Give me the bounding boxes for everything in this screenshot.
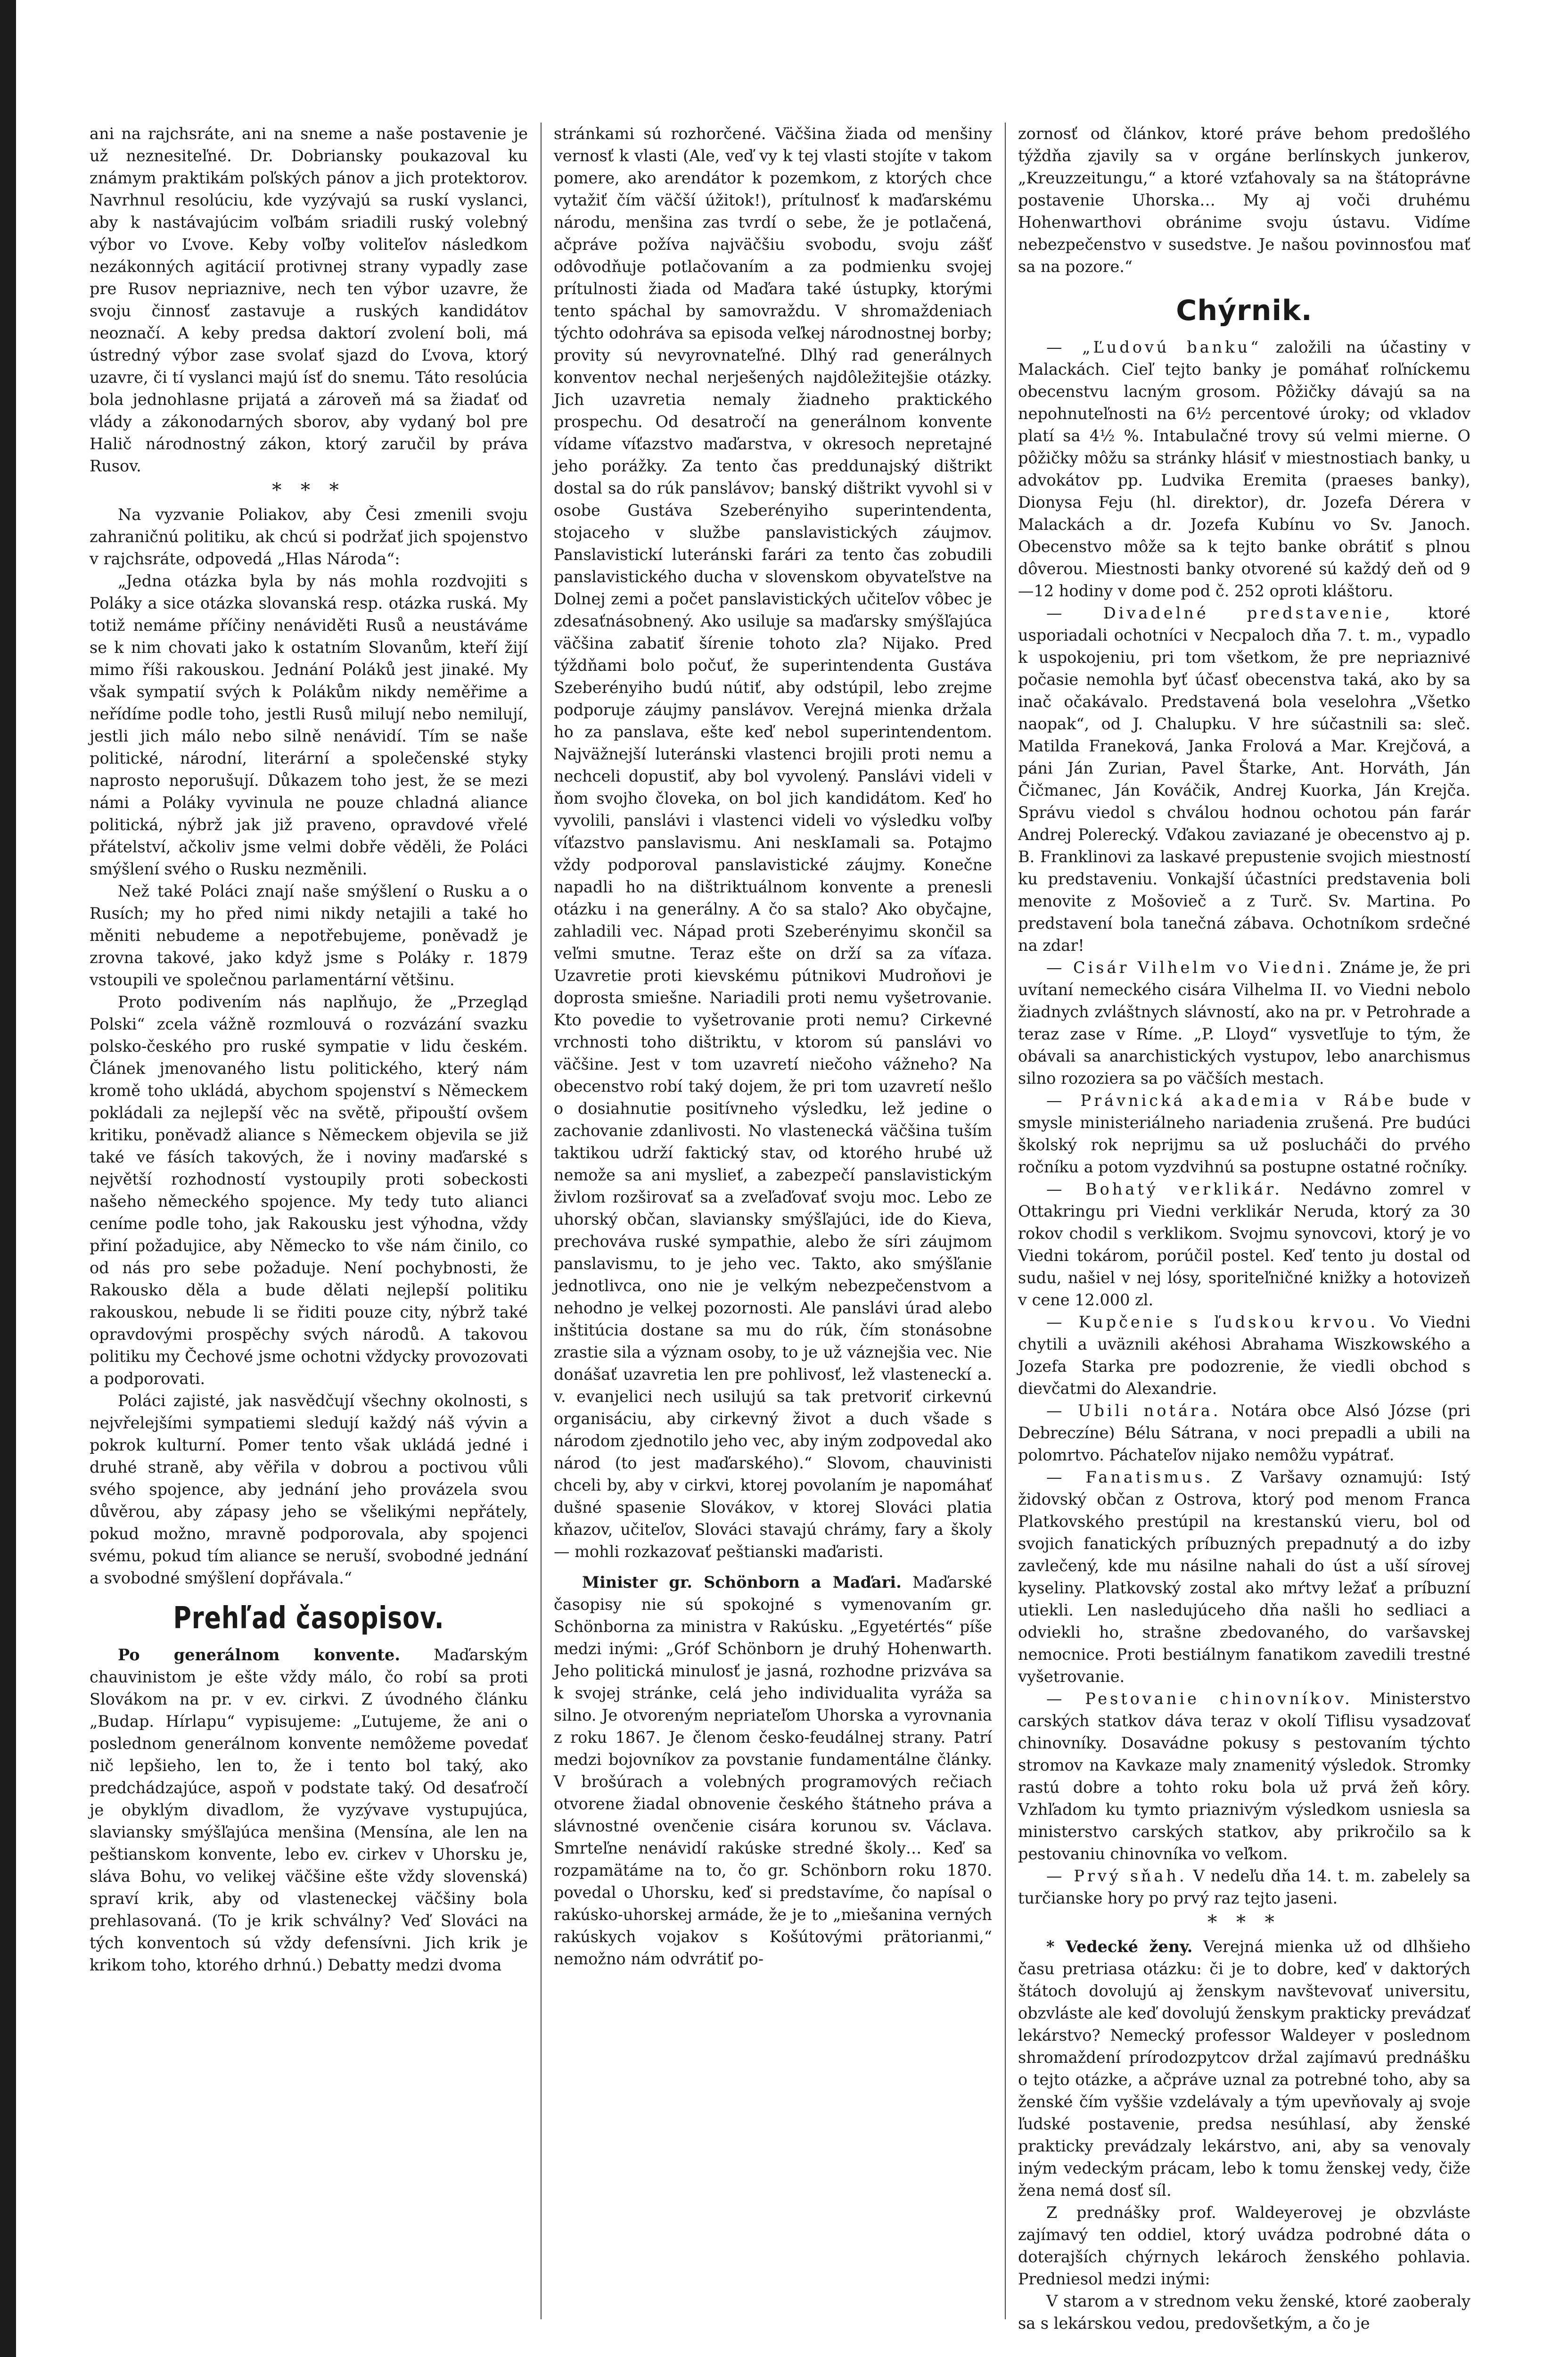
newspaper-page xyxy=(90,123,1480,2332)
news-item-text: Notára obce Alsó Józse (pri Debreczíne) Bélu Sátrana, v noci prepadli a ubili na polomrtvo. Páchateľov nijako nemôžu vypátrať. xyxy=(1018,1401,1470,1464)
paragraph-lead: Po generálnom konvente. xyxy=(118,1646,400,1664)
paragraph: stránkami sú rozhorčené. Väčšina žiada od menšiny vernosť k vlasti (Ale, veď vy k tej vlasti stojíte v takom pomere, ako arendátor k pozemkom, z ktorých chce vytažiť čím väčší úžitok!), prítulnosť k maďarskému národu, menšina zas tvrdí o sebe, že je potlačená, ačpráve požíva najväčšiu svobodu, svoju zášť odôvodňuje potlačovaním a za podmienku svojej prítulnosti žiada od Maďara také ústupky, ktorými tento spáchal by samovraždu. V shromaždeniach týchto odohráva sa episoda veľkej národnostnej borby; provity sú nevyrovnateľné. Dlhý rad generálnych konventov nechal nerješených najdôležitejšie otázky. Jich uzavretia nemaly žiadneho praktického prospechu. Od desatročí na generálnom konvente vídame víťazstvo maďarstva, v okresoch nepretajné jeho porážky. Za tento čas preddunajský dištrikt dostal sa do rúk panslávov; banský dištrikt vyvohl si v osobe Gustáva Szeberényiho superintendenta, stojaceho v službe panslavistických záujmov. Panslavistickí luteránski farári za tento čas zobudili panslavistického ducha v slovenskom obyvateľstve na Dolnej zemi a počet panslavistických učiteľov vôbec je zdesaťnásobnený. Ako usiluje sa maďarsky smýšľajúca väčšina zabatiť šírenie tohoto zla? Nijako. Pred týždňami bolo počuť, že superintendenta Gustáva Szeberényiho budú nútiť, aby odstúpil, lebo zrejme podporuje záujmy panslávov. Verejná mienka držala ho za panslava, ešte keď nebol superintendentom. Najväžnejší luteránski vlastenci brojili proti nemu a nechceli dopustiť, aby bol vyvolený. Panslávi videli v ňom svojho človeka, on bol jich kandidátom. Keď ho vyvolili, panslávi i vlastenci videli vo výsledku voľby víťazstvo panslavismu. Ani neskIamali sa. Potajmo vždy podporoval panslavistické záujmy. Konečne napadli ho na dištriktuálnom konvente a prenesli otázku i na generálny. A čo sa stalo? Ako obyčajne, zahladili vec. Nápad proti Szeberényimu skončil sa veľmi smutne. Teraz ešte on drží sa za víťaza. Uzavretie proti kievskému pútnikovi Mudroňovi je doprosta smiešne. Nariadili proti nemu vyšetrovanie. Kto povedie to vyšetrovanie proti nemu? Cirkevné vrchnosti toho dištriktu, v ktorom sú panslávi vo väčšine. Jest v tom uzavretí niečoho vážneho? Na obecenstvo robí taký dojem, že pri tom uzavretí nešlo o dosiahnutie positívneho výsledku, lež jedine o zachovanie zdanlivosti. No vlastenecká väčšina tuším taktikou udrží faktický stav, od ktorého hrubé už nemože sa ani myslieť, a zabezpečí panslavistickým živlom rozširovať sa a zveľaďovať svoju moc. Lebo ze uhorský občan, slaviansky smýšľajúci, ide do Kieva, prechováva ruské sympathie, alebo že síri záujmom panslavismu, to je jeho vec. Takto, ako smýšľanie jednotlivca, ono nie je velkým nebezpečenstvom a nehodno je velkej pozornosti. Ale panslávi úrad alebo inštitúcia dostane sa mu do rúk, čím stonásobne zrastie sila a význam osoby, to je už váznejšia vec. Nie donášať uzavretia len pre pohlivosť, lež vlasteneckí a. v. evanjelici nech usilujú sa tak pretvoriť cirkevnú organisáciu, aby cirkevný život a duch všade s národom zjednotilo jeho vec, aby iným zodpovedal ako národ (to jest maďarského).“ Slovom, chauvinisti chceli by, aby v cirkvi, ktorej povolaním je napomáhať dušné spasenie Slovákov, v ktorej Slováci platia kňazov, učiteľov, Slováci stavajú chrámy, fary a školy — mohli rozkazovať peštianski maďaristi. xyxy=(554,124,992,1561)
scan-edge xyxy=(0,0,16,2357)
news-item xyxy=(1018,1311,1470,1400)
section-separator: * * * xyxy=(1207,1912,1281,1933)
news-item xyxy=(1018,956,1470,1089)
paragraph: Proto podivením nás naplňujo, že „Przegląd Polski“ zcela vážně rozmlouvá o rozvázání svazku polsko-českého pro ruské sympatie v lidu českém. Článek jmenovaného listu politického, který nám kromě toho ukládá, abychom spojenství s Německem pokládali za nejlepší věc na světě, připouští ovšem kritiku, poněvadž aliance s Německem objevila se již také ve fásích takových, že i noviny maďarské s největší rozhodností vystoupily proti sobeckosti našeho německého spojence. My tedy tuto alianci ceníme podle toho, jak Rakousku jest výhodna, vždy přiní požadujice, aby Německo to vše nám činilo, co od nás pro sebe požaduje. Není pochybnosti, že Rakousko děla a bude dělati nejlepší politiku rakouskou, nebude li se řiditi pouze city, nýbrž také opravdovými prospěchy svých národů. A takovou politiku my Čechové jsme ochotni vždycky provozovati a podporovati. xyxy=(90,993,528,1388)
news-item-text: Z Varšavy oznamujú: Istý židovský občan z Ostrova, ktorý pod menom Franca Platkovského prestúpil na krestanskú vieru, bol od svojich fanatických príbuzných prepadnutý a do izby zavlečený, kde mu násilne nahali do úst a uší sírovej kyseliny. Platkovský zostal ako mŕtvy ležať a príbuzní utiekli. Len nasledujúceho dňa našli ho sedliaci a odviekli ho, strašne zbedovaného, do varšavskej nemocnice. Proti bestiálnym fanatikom zavedili trestné vyšetrovanie. xyxy=(1018,1468,1470,1686)
news-item-text: Verejná mienka už od dlhšieho času pretriasa otázku: či je to dobre, keď v daktorých štátoch dovolujú aj ženskym navštevovať universitu, obzvláste ale keď dovolujú ženskym prakticky prevádzať lekárstvo? Nemecký professor Waldeyer v poslednom shromaždení prírodozpytcov držal zajímavú prednášku o tejto otázke, a ačpráve uznal za potrebné toho, aby sa ženské čím vyššie vzdelávaly a tým upevňovaly aj svoje ľudské postavenie, predsa nesúhlasí, aby ženské prakticky prevádzaly lekárstvo, ani, aby sa venovaly iným vedeckým prácam, lebo k tomu ženskej vedy, čiže žena nemá dosť síl. xyxy=(1018,1937,1471,2200)
paragraph: Poláci zajisté, jak nasvědčují všechny okolnosti, s nejvřelejšími sympatiemi sledují každý náš vývin a pokrok kulturní. Pomer tento však ukládá jedné i druhé straně, aby věřila v dobrou a poctivou vůli svého spojence, aby jednání jeho provázela svou důvěrou, aby zápasy jeho se všelikými nepřátely, pokud možno, mravně podporovala, aby spojenci svému, pokud tím aliance se neruší, svobodné jednání a svobodné smýšlení dopřávala.“ xyxy=(90,1392,528,1587)
paragraph xyxy=(90,1644,528,1976)
news-item-text: Ministerstvo carských statkov dáva teraz v okolí Tiflisu vysadzovať chinovníky. Dosavádne pokusy s pestovaním týchto stromov na Kavkaze maly znamenitý výsledok. Stromky rastú dobre a tohto roku bola už prvá žeň kôry. Vzhľadom ku tymto priaznivým výsledkom usniesla sa ministerstvo carských statkov, aby prikročilo sa k pestovaniu chinovníka vo veľkom. xyxy=(1018,1689,1470,1863)
news-item-text: Známe je, že pri uvítaní nemeckého cisára Vilhelma II. vo Viedni nebolo žiadnych zvláštnych slávností, ako na pr. v Petrohrade a teraz zase v Ríme. „P. Lloyd“ vysvetľuje to tým, že obávali sa anarchistických vystupov, lebo anarchismus silno rozoziera sa po väčších mestach. xyxy=(1018,958,1471,1088)
news-item xyxy=(1018,1688,1470,1865)
paragraph xyxy=(554,1571,992,1970)
paragraph: zornosť od článkov, ktoré práve behom predošlého týždňa zjavily sa v orgáne berlínskych junkerov, „Kreuzzeitungu,“ a ktoré vzťahovaly sa na štátoprávne postavenie Uhorska… My aj voči druhému Hohenwarthovi obránime svoju ústavu. Vidíme nebezpečenstvo v susedstve. Je našou povinnosťou mať sa na pozore.“ xyxy=(1018,124,1470,276)
column-rule xyxy=(1005,123,1006,2319)
paragraph: V starom a v strednom veku ženské, ktoré zaoberaly sa s lekárskou vedou, predovšetkým, a čo je xyxy=(1018,2292,1470,2332)
paragraph: Z prednášky prof. Waldeyerovej je obzvláste zajímavý ten oddiel, ktorý uvádza podrobné dáta o doterajších chýrnych lekároch ženského pohlavia. Predniesol medzi inými: xyxy=(1018,2203,1470,2288)
section-heading-chyrnik: Chýrnik. xyxy=(1176,294,1313,327)
news-item-lead: — „Ľudovú banku“ xyxy=(1046,338,1262,356)
column-1 xyxy=(90,123,528,2319)
news-item xyxy=(1018,1089,1470,1178)
paragraph-lead: Minister gr. Schönborn a Maďari. xyxy=(582,1573,902,1591)
news-item-text: Nedávno zomrel v Ottakringu pri Viedni verklikár Neruda, ktorý za 30 rokov chodil s verklikom. Svojmu synovcovi, ktorý je vo Viedni tokárom, porúčil postel. Keď tento ju dostal od sudu, našiel v nej lósy, sporiteľničné knižky a hotovizeň v cene 12.000 zl. xyxy=(1018,1180,1470,1309)
news-item xyxy=(1018,1466,1470,1688)
section-separator: * * * xyxy=(272,479,345,501)
paragraph: ani na rajchsráte, ani na sneme a naše postavenie je už neznesiteľné. Dr. Dobriansky poukazoval ku známym praktikám poľských pánov a jich protektorov. Navrhnul resolúciu, kde vyzývajú sa ruskí vyslanci, aby k nastávajúcim voľbám sriadili ruský volebný výbor vo Ľvove. Keby voľby voliteľov následkom nezákonných agitácií protivnej strany vypadly zase pre Rusov nepriaznive, nech ten výbor uzavre, že svoju činnosť zastavuje a ruských kandidátov neoznačí. A keby predsa daktorí zvolení boli, má ústredný výbor zase svolať sjazd do Ľvova, ktorý uzavre, či tí vyslanci majú ísť do snemu. Táto resolúcia bola jednohlasne prijatá a zároveň má sa žiadať od vlády a zákonodarných sborov, aby vydaný bol pre Halič národnostný zákon, ktorý zaručil by práva Rusov. xyxy=(90,124,528,475)
paragraph-text: Maďarské časopisy nie sú spokojné s vymenovaním gr. Schönborna za ministra v Rakúsku. „Egyetértés“ píše medzi inými: „Gróf Schönborn je druhý Hohenwarth. Jeho politická minulosť je jasná, rozhodne prizváva sa k svojej stránke, celá jeho individualita vyráža sa silno. Je otvoreným nepriateľom Uhorska a vyrovnania z roku 1867. Je členom česko-feudálnej strany. Patrí medzi bojovníkov za povstanie fundamentálne články. V brošúrach a volebných programových rečiach otvorene žiadal obnovenie českého štátneho práva a slávnostné ovenčenie cisára korunou sv. Václava. Smrteľne nenávidí rakúske stredné školy… Keď sa rozpamätáme na to, čo gr. Schönborn roku 1870. povedal o Uhorsku, keď si predstavíme, čo napísal o rakúsko-uhorskej armáde, že je to „miešanina verných rakúskych vojakov s Košútovými prätorianmi,“ nemožno nám odvrátiť po- xyxy=(554,1573,992,1968)
paragraph-text: Maďarským chauvinistom je ešte vždy málo, čo robí sa proti Slovákom na pr. v ev. cirkvi. Z úvodného článku „Budap. Hírlapu“ vypisujeme: „Ľutujeme, že ani o poslednom generálnom konvente nemôžeme povedať nič lepšieho, len to, že i tento bol taký, ako predchádzajúce, aspoň v podstate taký. Od desaťročí je obyklým divadlom, že vyzývave vystupujúca, slaviansky smýšľajúca menšina (Mensína, ale len na peštianskom konvente, lebo ev. cirkev v Uhorsku je, sláva Bohu, vo velikej väčšine ešte vždy slovenská) spraví krik, aby od vlasteneckej väčšiny bola prehlasovaná. (To je krik schválny? Veď Slováci na tých konventoch sú vždy defensívni. Jich krik je krikom toho, ktorého drhnú.) Debatty medzi dvoma xyxy=(90,1646,528,1974)
news-item xyxy=(1018,602,1470,956)
news-item-lead: — Kupčenie s ľudskou krvou. xyxy=(1046,1313,1379,1331)
news-item xyxy=(1018,1936,1470,2201)
paragraph: Než také Poláci znají naše smýšlení o Rusku a o Rusích; my ho před nimi nikdy netajili a také ho měniti nebudeme a nepotřebujeme, poněvadž je zrovna takové, jako když jsme s Poláky r. 1879 vstoupili ve společnou parlamentární většinu. xyxy=(90,882,528,989)
news-item-text: bude v smysle ministeriálneho nariadenia zrušená. Pre budúci školský rok neprijmu sa už poslucháči do prvého ročníku a potom vyzdvihnú sa postupne ostatné ročníky. xyxy=(1018,1091,1470,1176)
news-item-lead: — Divadelné predstavenie, xyxy=(1046,604,1393,622)
column-rule xyxy=(541,123,542,2319)
news-item xyxy=(1018,1865,1470,1909)
news-item-lead: — Cisár Vilhelm vo Viedni. xyxy=(1046,958,1335,977)
column-3 xyxy=(1018,123,1471,2332)
paragraph: „Jedna otázka byla by nás mohla rozdvojiti s Poláky a sice otázka slovanská resp. otázka ruská. My totiž nemáme příčiny nenáviděti Rusů a neustáváme se k nim chovati jako k ostatním Slovanům, kteří žijí mimo říši rakouskou. Jednání Poláků jest jinaké. My však sympatií svých k Polákům nikdy neměřime a neřídíme podle toho, jestli Rusů milují nebo nemilují, jestli jich málo nebo silně nenávidí. Tím se naše politické, národní, literární a společenské styky naprosto neporušují. Důkazem toho jest, že se mezi námi a Poláky vyvinula ne pouze chladná aliance politická, nýbrž jak již praveno, opravdové vřelé přátelství, ačkoliv jsme velmi dobře věděli, že Poláci smýšlení svého o Rusku nezměnili. xyxy=(90,572,528,878)
news-item-lead: — Bohatý verklikár. xyxy=(1046,1180,1283,1198)
news-item xyxy=(1018,1400,1470,1466)
news-item-lead: — Ubili notára. xyxy=(1046,1401,1221,1420)
news-item xyxy=(1018,336,1470,602)
news-item-lead: — Prvý sňah. xyxy=(1046,1867,1187,1885)
news-item-text: ktoré usporiadali ochotníci v Necpaloch dňa 7. t. m., vypadlo k uspokojeniu, pri tom všetkom, že pre nepriaznivé počasie nemohla byť účasť obecenstva taká, ako by sa inač očakávalo. Predstavená bola veselohra „Všetko naopak“, od J. Chalupku. V hre súčastnili sa: sleč. Matilda Franeková, Janka Frolová a Mar. Krejčová, a páni Ján Zurian, Pavel Štarke, Ant. Horváth, Ján Čičmanec, Ján Kováčik, Andrej Kuorka, Ján Krejča. Správu viedol s chválou hodnou ochotou pán farár Andrej Polerecký. Vďakou zaviazané je obecenstvo aj p. B. Franklinovi za laskavé prepustenie svojich miestností ku predstaveniu. Vonkajší účastníci predstavenia boli menovite z Mošovieč a z Turč. Sv. Martina. Po predstavení bola tanečná zábava. Ochotníkom srdečné na zdar! xyxy=(1018,604,1470,955)
news-item-lead: * Vedecké ženy. xyxy=(1046,1937,1193,1956)
news-item-lead: — Pestovanie chinovníkov. xyxy=(1046,1689,1353,1708)
paragraph: Na vyzvanie Poliakov, aby Česi zmenili svoju zahraničnú politiku, ak chcú si podržať jich spojenstvo v rajchsráte, odpovedá „Hlas Národa“: xyxy=(90,505,528,568)
news-item-text: Vo Viedni chytili a uväznili akéhosi Abrahama Wiszkowského a Jozefa Starka pre podozrenie, že viedli obchod s dievčatmi do Alexandrie. xyxy=(1018,1313,1471,1398)
news-item-lead: — Fanatismus. xyxy=(1046,1468,1214,1486)
news-item-lead: — Právnická akademia v Rábe xyxy=(1046,1091,1396,1110)
news-item-text: založili na účastiny v Malackách. Cieľ tejto banky je pomáhať roľníckemu obecenstvu lacným grosom. Pôžičky dávajú sa na nepohnuteľnosti na 6½ percentové úroky; od vkladov platí sa 4½ %. Intabulačné trovy sú velmi mierne. O pôžičky môžu sa stránky hlásiť v miestnostiach banky, u advokátov pp. Ludvika Eremita (praeses banky), Dionysa Feju (hl. direktor), dr. Jozefa Dérera v Malackách a dr. Jozefa Kubínu vo Sv. Janoch. Obecenstvo môže sa k tejto banke obrátiť s plnou dôverou. Miestnosti banky otvorené sú každý deň od 9—12 hodiny v dome pod č. 252 oproti kláštoru. xyxy=(1018,338,1470,600)
section-heading-prehlad: Prehľad časopisov. xyxy=(173,1601,444,1636)
column-2 xyxy=(554,123,992,2319)
news-item-text: V nedeľu dňa 14. t. m. zabelely sa turčianske hory po prvý raz tejto jaseni. xyxy=(1018,1867,1470,1907)
news-item xyxy=(1018,1178,1470,1311)
